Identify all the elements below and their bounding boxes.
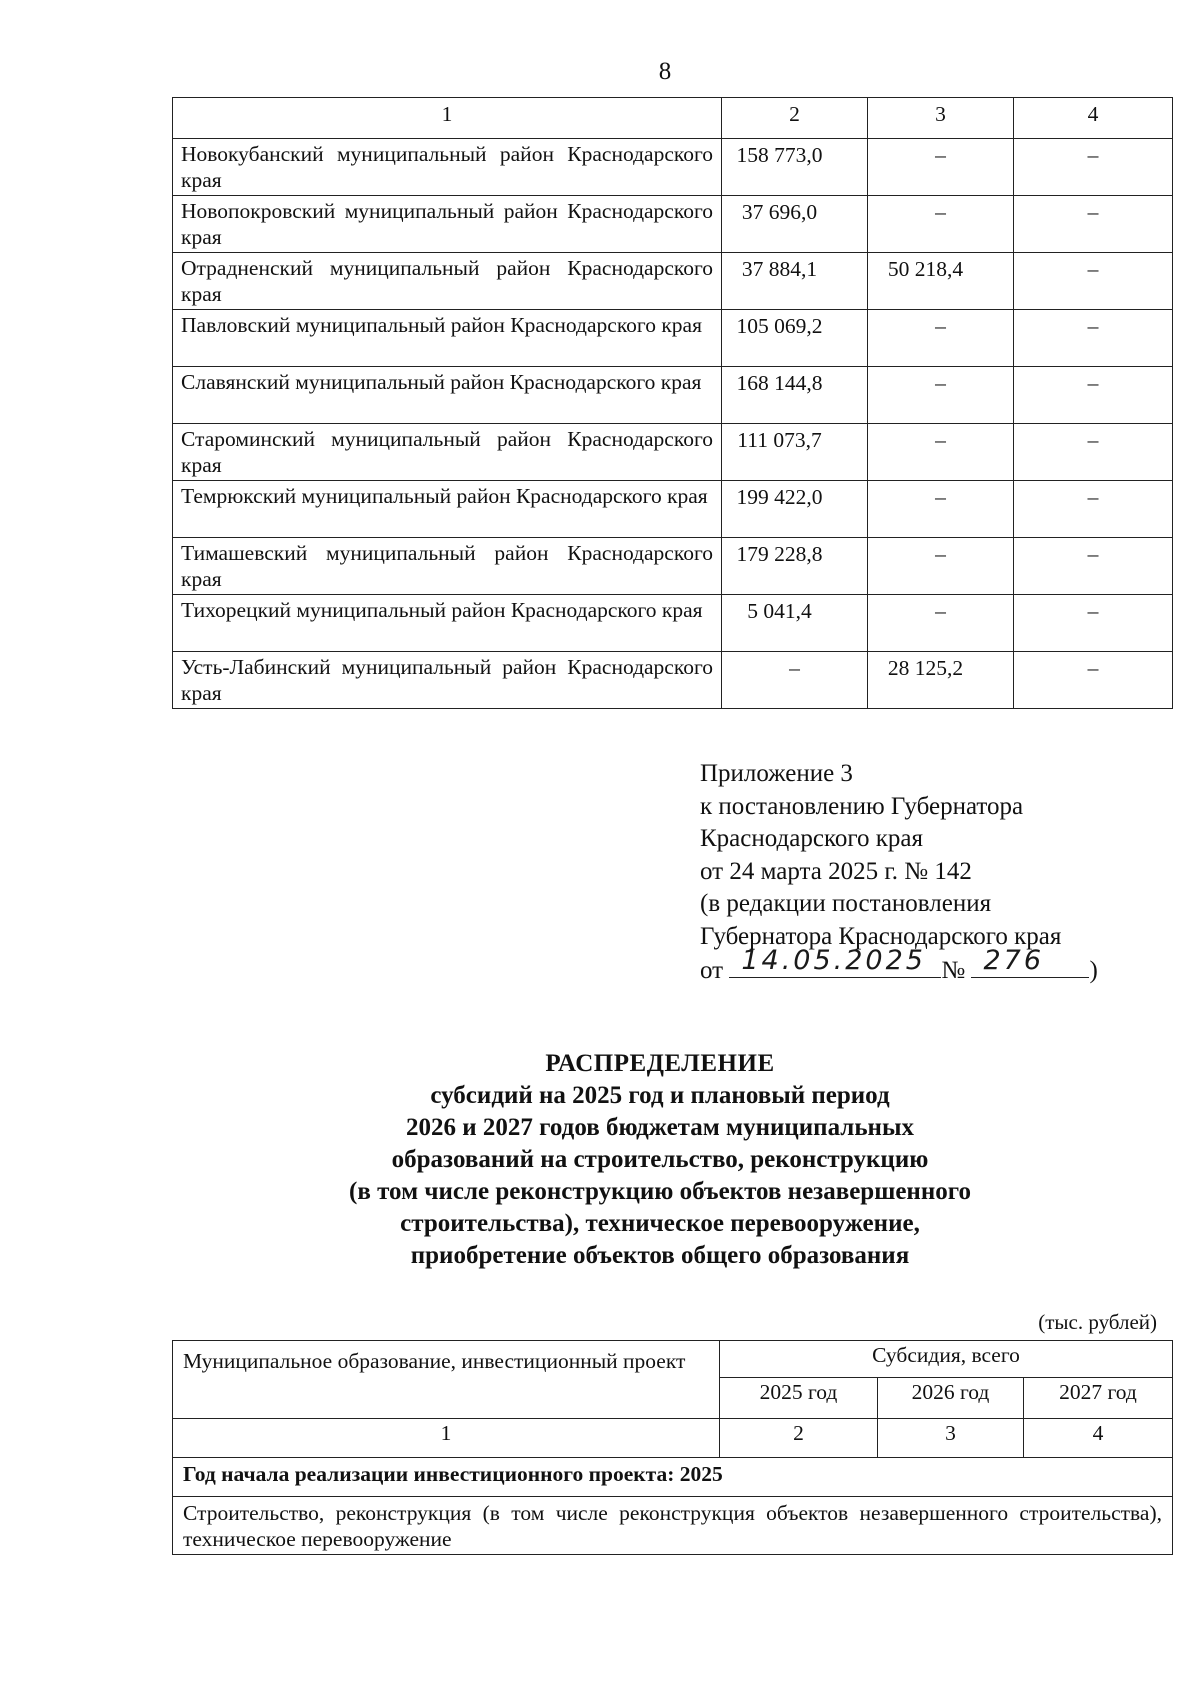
subsidy-total-header: Субсидия, всего: [720, 1341, 1173, 1378]
column-number-2: 2: [722, 98, 868, 139]
table-row: [173, 652, 1173, 709]
column-numbers-row: [173, 1419, 1173, 1458]
subsidy-2027: –: [1014, 652, 1173, 709]
column-number-3: 3: [878, 1419, 1024, 1458]
subsidy-2025: 37 696,0: [722, 196, 868, 253]
subsidy-2027: –: [1014, 367, 1173, 424]
subsidy-2026: –: [868, 424, 1014, 481]
subsidy-2026: 28 125,2: [868, 652, 1014, 709]
subsidy-2027: –: [1014, 538, 1173, 595]
subsidy-2027: –: [1014, 139, 1173, 196]
category-row: [173, 1497, 1173, 1555]
municipality-column-header: Муниципальное образование, инвестиционный проект: [173, 1341, 720, 1419]
subsidy-2026: –: [868, 538, 1014, 595]
table-row: [173, 139, 1173, 196]
closing-parenthesis: ): [1089, 957, 1098, 984]
handwritten-number-field: [971, 945, 1089, 988]
municipality-name: Староминский муниципальный район Краснодарского края: [173, 424, 722, 481]
subsidy-2027: –: [1014, 196, 1173, 253]
column-number-4: 4: [1014, 98, 1173, 139]
subsidy-2026: –: [868, 595, 1014, 652]
subsidy-2026: –: [868, 196, 1014, 253]
table-row: [173, 367, 1173, 424]
municipality-name: Новопокровский муниципальный район Краснодарского края: [173, 196, 722, 253]
category-label: Строительство, реконструкция (в том числе реконструкция объектов незавершенного строительства), техническое перевооружение: [173, 1497, 1173, 1555]
title-line: строительства), техническое перевооружение,: [400, 1210, 920, 1237]
title-main: РАСПРЕДЕЛЕНИЕ: [545, 1050, 775, 1077]
subsidy-2027: –: [1014, 253, 1173, 310]
subsidy-2027: –: [1014, 595, 1173, 652]
municipality-name: Павловский муниципальный район Краснодарского края: [173, 310, 722, 367]
appendix-line: Краснодарского края: [700, 825, 923, 852]
subsidy-2026: 50 218,4: [868, 253, 1014, 310]
appendix-line: Губернатора Краснодарского края: [700, 922, 1062, 950]
subsidy-2026: –: [868, 310, 1014, 367]
project-start-year-label: Год начала реализации инвестиционного проекта: 2025: [173, 1458, 1173, 1497]
appendix-line: (в редакции постановления: [700, 890, 992, 917]
units-label: (тыс. рублей): [1038, 1310, 1157, 1334]
handwritten-number: 276: [983, 945, 1045, 976]
handwritten-date-field: [729, 945, 941, 988]
subsidy-2026: –: [868, 139, 1014, 196]
subsidy-2025: 5 041,4: [722, 595, 868, 652]
handwritten-date: 14.05.2025: [741, 945, 926, 976]
table-row: [173, 481, 1173, 538]
municipality-name: Тимашевский муниципальный район Краснодарского края: [173, 538, 722, 595]
title-line: 2026 и 2027 годов бюджетам муниципальных: [406, 1114, 914, 1141]
amendment-reference: [700, 945, 1098, 988]
municipality-name: Славянский муниципальный район Краснодарского края: [173, 367, 722, 424]
appendix-title: Приложение 3: [700, 760, 853, 787]
appendix-line: от 24 марта 2025 г. № 142: [700, 857, 972, 885]
title-line: приобретение объектов общего образования: [410, 1242, 910, 1269]
number-sign: №: [941, 957, 966, 984]
column-number-1: 1: [173, 1419, 720, 1458]
appendix-header: [700, 758, 1098, 988]
title-line: субсидий на 2025 год и плановый период: [430, 1082, 890, 1109]
page-number: 8: [658, 58, 672, 85]
municipality-name: Темрюкский муниципальный район Краснодарского края: [173, 481, 722, 538]
municipality-name: Новокубанский муниципальный район Краснодарского края: [173, 139, 722, 196]
table-row: [173, 538, 1173, 595]
table-row: [173, 310, 1173, 367]
from-label: от: [700, 957, 724, 984]
subsidy-2025: 168 144,8: [722, 367, 868, 424]
column-number-3: 3: [868, 98, 1014, 139]
subsidy-2025: 179 228,8: [722, 538, 868, 595]
year-header-2025: 2025 год: [720, 1378, 878, 1419]
subsidy-distribution-table: [172, 1340, 1173, 1555]
appendix-line: к постановлению Губернатора: [700, 792, 1024, 820]
year-header-2026: 2026 год: [878, 1378, 1024, 1419]
subsidy-2025: 37 884,1: [722, 253, 868, 310]
year-header-2027: 2027 год: [1024, 1378, 1173, 1419]
subsidy-2025: 111 073,7: [722, 424, 868, 481]
subsidy-2027: –: [1014, 424, 1173, 481]
subsidy-2027: –: [1014, 481, 1173, 538]
title-line: образований на строительство, реконструкцию: [391, 1146, 929, 1173]
table-row: [173, 253, 1173, 310]
column-number-4: 4: [1024, 1419, 1173, 1458]
table-row: [173, 196, 1173, 253]
municipality-name: Отрадненский муниципальный район Краснодарского края: [173, 253, 722, 310]
subsidy-table-continued: [172, 97, 1173, 709]
subsidy-2025: –: [722, 652, 868, 709]
municipality-name: Тихорецкий муниципальный район Краснодарского края: [173, 595, 722, 652]
table-header-row: [173, 1341, 1173, 1378]
subsidy-2026: –: [868, 367, 1014, 424]
column-number-2: 2: [720, 1419, 878, 1458]
subsidy-2025: 158 773,0: [722, 139, 868, 196]
document-title: [200, 1048, 1120, 1272]
subsidy-2026: –: [868, 481, 1014, 538]
table-row: [173, 424, 1173, 481]
subsidy-2025: 199 422,0: [722, 481, 868, 538]
table-row: [173, 595, 1173, 652]
subsidy-2025: 105 069,2: [722, 310, 868, 367]
project-start-year-row: [173, 1458, 1173, 1497]
column-number-1: 1: [173, 98, 722, 139]
title-line: (в том числе реконструкцию объектов незавершенного: [349, 1178, 971, 1205]
table-header-row: [173, 98, 1173, 139]
subsidy-2027: –: [1014, 310, 1173, 367]
municipality-name: Усть-Лабинский муниципальный район Краснодарского края: [173, 652, 722, 709]
